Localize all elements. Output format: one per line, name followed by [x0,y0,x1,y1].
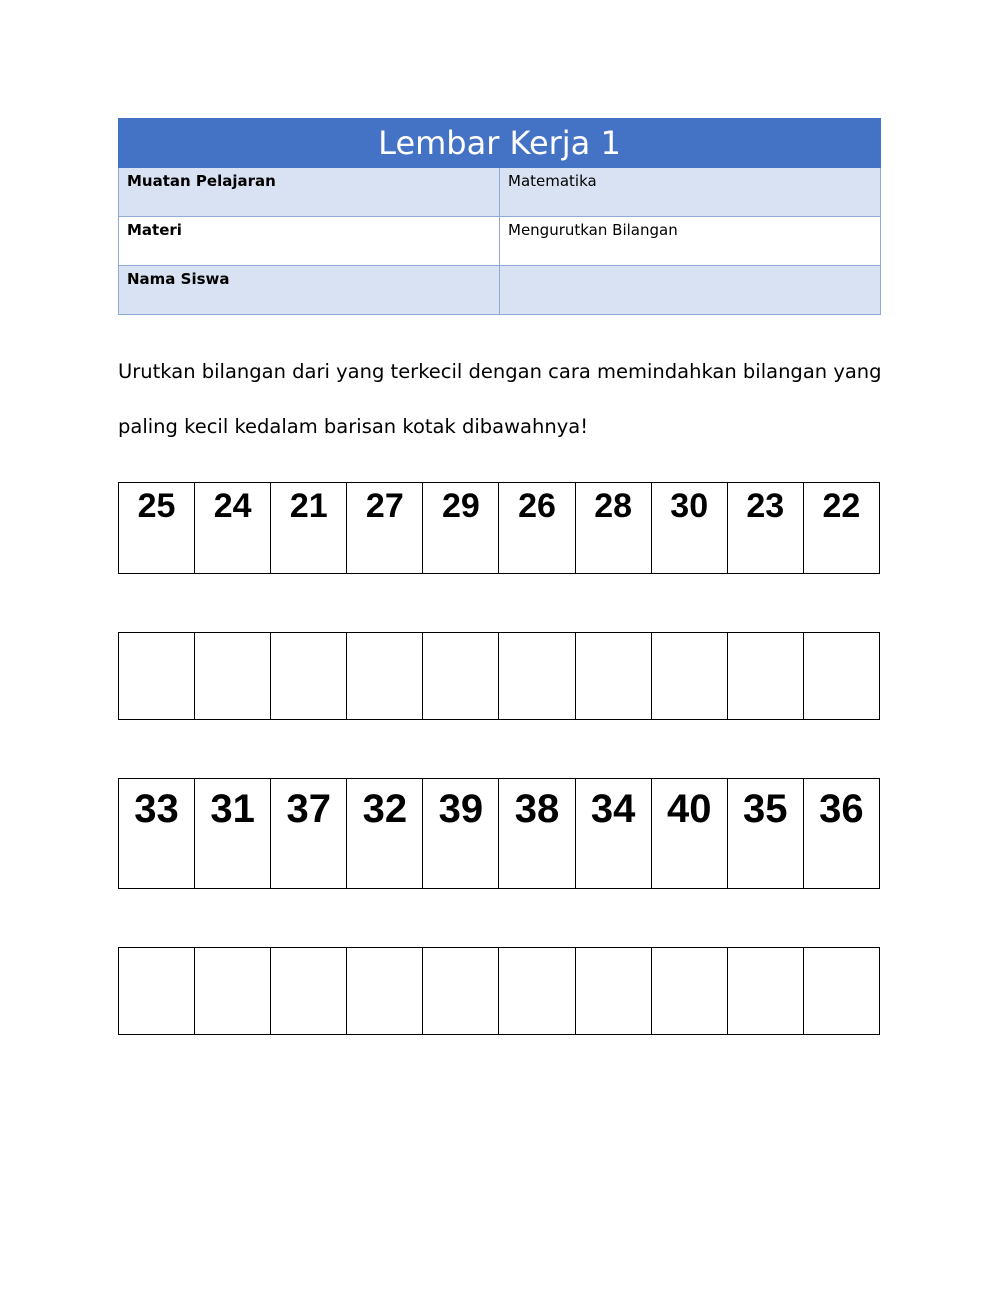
info-row-student-name [119,266,881,315]
number-tile[interactable]: 27 [347,483,423,574]
worksheet-title: Lembar Kerja 1 [119,119,881,168]
number-tile[interactable]: 33 [119,779,195,889]
info-row-subject [119,168,881,217]
number-tile[interactable]: 29 [423,483,499,574]
subject-label: Muatan Pelajaran [119,168,500,217]
answer-slot[interactable] [727,633,803,720]
answer-slot[interactable] [119,633,195,720]
number-tile[interactable]: 23 [727,483,803,574]
topic-value: Mengurutkan Bilangan [500,217,881,266]
answer-slot[interactable] [347,633,423,720]
number-tile[interactable]: 37 [271,779,347,889]
answer-slot[interactable] [803,948,879,1035]
info-table [118,118,881,315]
number-tile[interactable]: 34 [575,779,651,889]
number-tile[interactable]: 30 [651,483,727,574]
student-name-field[interactable] [500,266,881,315]
number-tile[interactable]: 21 [271,483,347,574]
answer-slot[interactable] [499,948,575,1035]
answer-slot[interactable] [575,633,651,720]
topic-label: Materi [119,217,500,266]
instruction-line-1: Urutkan bilangan dari yang terkecil dengan cara memindahkan bilangan yang [118,360,882,383]
student-name-label: Nama Siswa [119,266,500,315]
answer-slot[interactable] [271,948,347,1035]
number-tile[interactable]: 32 [347,779,423,889]
instruction-line-2: paling kecil kedalam barisan kotak dibawahnya! [118,415,589,438]
answer-slot[interactable] [119,948,195,1035]
answer-row-2 [118,947,880,1035]
number-row-1 [118,482,880,574]
info-row-topic [119,217,881,266]
answer-slot[interactable] [195,633,271,720]
number-tile[interactable]: 40 [651,779,727,889]
number-tile[interactable]: 28 [575,483,651,574]
number-tile[interactable]: 39 [423,779,499,889]
number-tile[interactable]: 36 [803,779,879,889]
answer-slot[interactable] [651,633,727,720]
answer-slot[interactable] [651,948,727,1035]
number-row-2 [118,778,880,889]
answer-slot[interactable] [575,948,651,1035]
answer-slot[interactable] [803,633,879,720]
answer-slot[interactable] [423,948,499,1035]
answer-slot[interactable] [423,633,499,720]
number-tile[interactable]: 38 [499,779,575,889]
subject-value: Matematika [500,168,881,217]
number-tile[interactable]: 25 [119,483,195,574]
number-tile[interactable]: 35 [727,779,803,889]
number-tile[interactable]: 24 [195,483,271,574]
answer-slot[interactable] [195,948,271,1035]
answer-slot[interactable] [727,948,803,1035]
number-tile[interactable]: 26 [499,483,575,574]
number-tile[interactable]: 22 [803,483,879,574]
number-tile[interactable]: 31 [195,779,271,889]
answer-slot[interactable] [347,948,423,1035]
answer-row-1 [118,632,880,720]
answer-slot[interactable] [499,633,575,720]
answer-slot[interactable] [271,633,347,720]
